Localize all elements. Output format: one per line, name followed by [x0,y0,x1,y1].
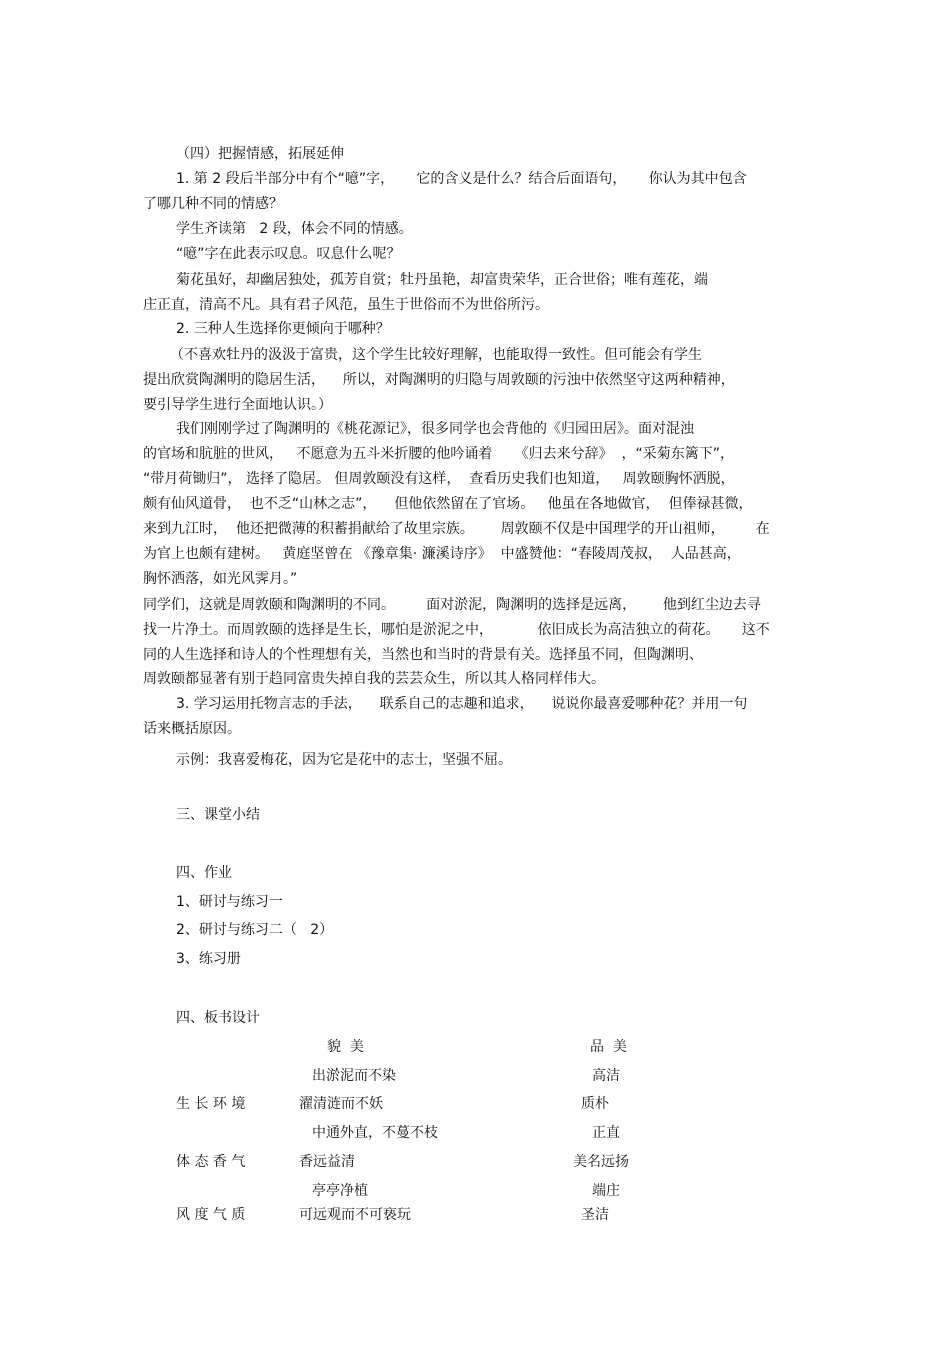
homework-heading: 四、作业 [176,865,232,881]
question-1-line: 1. 第 2 段后半部分中有个“噫”字， 它的含义是什么？结合后面语句， 你认为其中包含 [176,171,747,187]
flowers-line: 菊花虽好，却幽居独处，孤芳自赏；牡丹虽艳，却富贵荣华，正合世俗；唯有莲花，端 [176,272,708,288]
teacher-note-line: （不喜欢牡丹的汲汲于富贵，这个学生比较好理解，也能取得一致性。但可能会有学生 [170,347,702,363]
summary-heading: 三、课堂小结 [176,807,260,823]
paragraph-line: 为官上也颇有建树。 黄庭坚曾在 《豫章集· 濂溪诗序》 中盛赞他：“春陵周茂叔， 人品甚高， [143,546,741,562]
board-right-cell: 端庄 [592,1183,620,1199]
board-mid-cell: 出淤泥而不染 [312,1068,396,1084]
question-3-line: 话来概括原因。 [143,721,241,737]
board-right-cell: 美名远扬 [573,1154,629,1170]
question-3-line: 3. 学习运用托物言志的手法， 联系自己的志趣和追求， 说说你最喜爱哪种花？并用一句 [176,696,748,712]
board-mid-cell: 香远益清 [299,1154,355,1170]
board-column-header: 貌 美 [327,1039,364,1055]
reading-instruction: 学生齐读第 2 段，体会不同的情感。 [176,221,413,237]
board-heading: 四、板书设计 [176,1010,260,1026]
board-row-label: 生 长 环 境 [176,1096,246,1112]
difference-line: 同学们，这就是周敦颐和陶渊明的不同。 面对淤泥，陶渊明的选择是远离， 他到红尘边去寻 [143,597,761,613]
teacher-note-line: 提出欣赏陶渊明的隐居生活， 所以，对陶渊明的归隐与周敦颐的污浊中依然坚守这两种精神， [143,372,735,388]
example-answer: 示例：我喜爱梅花，因为它是花中的志士，坚强不屈。 [176,752,512,768]
board-right-cell: 高洁 [592,1068,620,1084]
paragraph-line: 来到九江时， 他还把微薄的积蓄捐献给了故里宗族。 周敦颐不仅是中国理学的开山祖师， 在 [143,521,770,537]
board-mid-cell: 亭亭净植 [312,1183,368,1199]
paragraph-line: 颇有仙风道骨， 也不乏“山林之志”， 但他依然留在了官场。 他虽在各地做官， 但俸禄甚微， [143,496,753,512]
homework-item: 1、研讨与练习一 [176,894,283,910]
board-row-label: 体 态 香 气 [176,1154,246,1170]
sigh-explanation: “噫”字在此表示叹息。叹息什么呢？ [176,246,401,262]
question-2: 2. 三种人生选择你更倾向于哪种？ [176,321,390,337]
difference-line: 周敦颐都显著有别于趋同富贵失掉自我的芸芸众生，所以其人格同样伟大。 [143,671,605,687]
board-right-cell: 质朴 [581,1096,609,1112]
section-heading: （四）把握情感，拓展延伸 [176,146,344,162]
homework-item: 3、练习册 [176,951,241,967]
board-right-cell: 圣洁 [581,1207,609,1223]
flowers-line: 庄正直，清高不凡。具有君子风范，虽生于世俗而不为世俗所污。 [143,297,549,313]
paragraph-line: 胸怀洒落，如光风霁月。” [143,571,298,587]
board-mid-cell: 中通外直，不蔓不枝 [312,1125,438,1141]
board-column-header: 品 美 [590,1039,627,1055]
board-mid-cell: 可远观而不可亵玩 [299,1207,411,1223]
question-1-line: 了哪几种不同的情感？ [143,196,283,212]
board-mid-cell: 濯清涟而不妖 [299,1096,383,1112]
paragraph-line: “带月荷锄归”， 选择了隐居。 但周敦颐没有这样， 查看历史我们也知道， 周敦颐胸怀洒脱， [143,471,735,487]
board-row-label: 风 度 气 质 [176,1207,246,1223]
homework-item: 2、研讨与练习二（ 2） [176,922,334,938]
paragraph-line: 的官场和肮脏的世风， 不愿意为五斗米折腰的他吟诵着 《归去来兮辞》 ，“采菊东篱下”， [143,446,735,462]
board-right-cell: 正直 [592,1125,620,1141]
teacher-note-line: 要引导学生进行全面地认识。） [143,397,332,413]
difference-line: 找一片净土。而周敦颐的选择是生长，哪怕是淤泥之中， 依旧成长为高洁独立的荷花。 这不 [143,622,770,638]
paragraph-line: 我们刚刚学过了陶渊明的《桃花源记》，很多同学也会背他的《归园田居》。面对混浊 [176,421,694,437]
difference-line: 同的人生选择和诗人的个性理想有关，当然也和当时的背景有关。选择虽不同，但陶渊明、 [143,647,703,663]
